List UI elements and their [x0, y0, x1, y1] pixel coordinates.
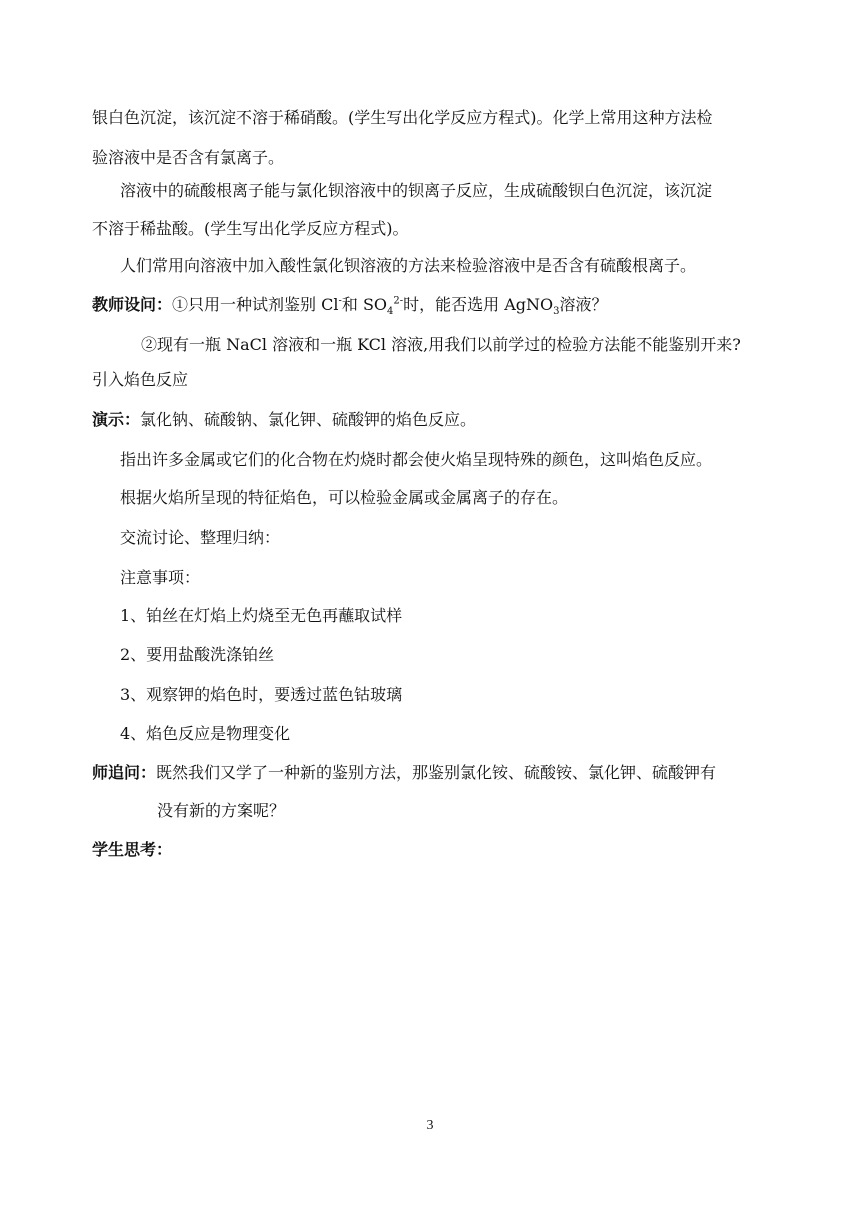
para2-line1: 溶液中的硫酸根离子能与氯化钡溶液中的钡离子反应，生成硫酸钡白色沉淀，该沉淀 [120, 181, 713, 200]
note-item: 1、铂丝在灯焰上灼烧至无色再蘸取试样 [120, 606, 403, 625]
teacher-question-line [0, 295, 860, 318]
para1-line1: 银白色沉淀，该沉淀不溶于稀硝酸。(学生写出化学反应方程式)。化学上常用这种方法检 [92, 108, 713, 127]
demo-label: 演示： [92, 410, 141, 429]
explain-line-1: 指出许多金属或它们的化合物在灼烧时都会使火焰呈现特殊的颜色，这叫焰色反应。 [120, 450, 713, 469]
teacher-question-2: ②现有一瓶 NaCl 溶液和一瓶 KCl 溶液,用我们以前学过的检验方法能不能鉴别开来? [141, 335, 741, 354]
notes-title: 注意事项： [120, 568, 201, 587]
followup-label: 师追问： [92, 763, 157, 782]
discuss-line: 交流讨论、整理归纳： [120, 528, 281, 547]
note-item: 2、要用盐酸洗涤铂丝 [120, 645, 275, 664]
followup-line-2: 没有新的方案呢？ [157, 801, 286, 820]
demo-text: 氯化钠、硫酸钠、氯化钾、硫酸钾的焰色反应。 [140, 410, 477, 429]
teacher-question-1b: 和 SO [341, 295, 388, 314]
teacher-question-1c: 时，能否选用 AgNO [403, 295, 554, 314]
chloride-charge: - [338, 295, 342, 307]
demo-line [0, 410, 860, 430]
nitrate-subscript: 3 [553, 306, 560, 318]
teacher-question-2-tail: 引入焰色反应 [92, 370, 189, 389]
explain-line-2: 根据火焰所呈现的特征焰色，可以检验金属或金属离子的存在。 [120, 488, 569, 507]
student-think-label: 学生思考： [92, 840, 173, 859]
followup-line-1 [0, 763, 860, 783]
sulfate-charge: 2- [393, 295, 404, 307]
note-item: 4、焰色反应是物理变化 [120, 724, 291, 743]
teacher-question-1d: 溶液？ [559, 295, 608, 314]
followup-text-1: 既然我们又学了一种新的鉴别方法，那鉴别氯化铵、硫酸铵、氯化钾、硫酸钾有 [156, 763, 717, 782]
teacher-question-label: 教师设问： [92, 295, 173, 314]
note-item: 3、观察钾的焰色时，要透过蓝色钴玻璃 [120, 685, 403, 704]
para3: 人们常用向溶液中加入酸性氯化钡溶液的方法来检验溶液中是否含有硫酸根离子。 [120, 256, 697, 275]
para2-line2: 不溶于稀盐酸。(学生写出化学反应方程式)。 [92, 219, 409, 238]
teacher-question-1a: ①只用一种试剂鉴别 Cl [172, 295, 339, 314]
para1-line2: 验溶液中是否含有氯离子。 [92, 148, 285, 167]
page-number: 3 [426, 1118, 434, 1133]
sulfate-subscript: 4 [387, 306, 394, 318]
